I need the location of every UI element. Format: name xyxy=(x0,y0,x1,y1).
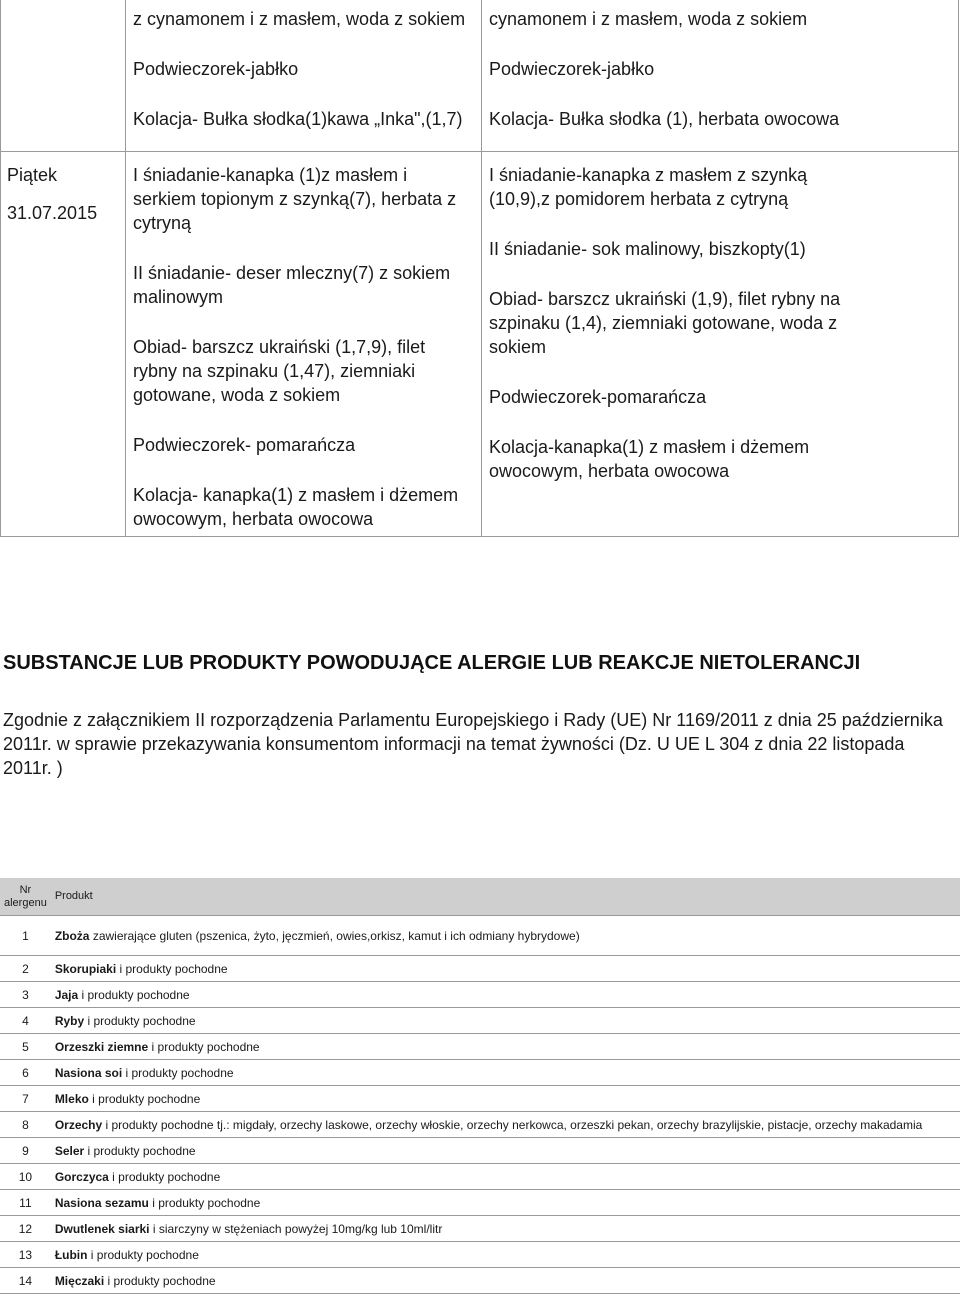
allergen-description: i produkty pochodne xyxy=(148,1039,260,1054)
top-row-col2 xyxy=(489,7,954,131)
allergen-number: 3 xyxy=(0,982,51,1008)
menu-item: Podwieczorek-jabłko xyxy=(133,59,299,79)
allergen-number: 5 xyxy=(0,1034,51,1060)
table-bottom xyxy=(0,536,959,537)
table-border-day-col xyxy=(125,0,126,537)
menu-item: Kolacja- kanapka(1) z masłem i dżemem owocowym, herbata owocowa xyxy=(133,485,459,529)
allergen-number: 11 xyxy=(0,1190,51,1216)
allergen-number: 12 xyxy=(0,1216,51,1242)
allergen-name: Nasiona sezamu xyxy=(54,1195,149,1210)
allergen-description: i produkty pochodne xyxy=(84,1013,196,1028)
allergen-name: Mięczaki xyxy=(54,1273,105,1288)
menu-item: I śniadanie-kanapka (1)z masłem i serkiem topionym z szynką(7), herbata z cytryną xyxy=(133,165,457,233)
day-date: 31.07.2015 xyxy=(7,203,98,223)
table-row xyxy=(0,1216,960,1242)
table-border-mid xyxy=(481,0,482,537)
table-row xyxy=(0,982,960,1008)
table-row xyxy=(0,1138,960,1164)
table-border-right xyxy=(958,0,959,537)
table-row xyxy=(0,1034,960,1060)
allergen-product xyxy=(51,1190,960,1216)
allergen-product xyxy=(51,1086,960,1112)
allergen-intro: Zgodnie z załącznikiem II rozporządzenia Parlamentu Europejskiego i Rady (UE) Nr 1169/2011 z dnia 25 października 2011r. w sprawie przekazywania konsumentom informacji na temat żywności (Dz. U UE L 304 z dnia 22 listopada 2011r. ) xyxy=(3,710,943,778)
table-row xyxy=(0,1242,960,1268)
menu-item: II śniadanie- deser mleczny(7) z sokiem malinowym xyxy=(133,263,451,307)
allergen-name: Nasiona soi xyxy=(54,1065,123,1080)
allergen-name: Zboża xyxy=(54,928,90,943)
top-row-col1 xyxy=(133,7,478,131)
menu-table xyxy=(0,0,960,537)
allergen-number: 8 xyxy=(0,1112,51,1138)
allergen-name: Gorczyca xyxy=(54,1169,109,1184)
table-row xyxy=(0,1190,960,1216)
allergen-description: i produkty pochodne xyxy=(122,1065,234,1080)
allergen-name: Skorupiaki xyxy=(54,961,117,976)
allergen-description: i produkty pochodne xyxy=(148,1195,261,1210)
allergen-product xyxy=(51,1164,960,1190)
day-label: Piątek xyxy=(7,165,58,185)
table-row xyxy=(0,1060,960,1086)
table-row xyxy=(0,916,960,956)
header-product: Produkt xyxy=(51,878,960,916)
menu-item: Podwieczorek-jabłko xyxy=(489,59,655,79)
allergen-number: 4 xyxy=(0,1008,51,1034)
table-row xyxy=(0,956,960,982)
allergen-number: 7 xyxy=(0,1086,51,1112)
allergen-name: Orzeszki ziemne xyxy=(54,1039,149,1054)
allergen-description: i produkty pochodne xyxy=(104,1273,216,1288)
allergen-table xyxy=(0,878,960,1294)
friday-col1 xyxy=(133,163,473,531)
allergen-number: 2 xyxy=(0,956,51,982)
day-cell xyxy=(7,163,122,225)
menu-item: Podwieczorek- pomarańcza xyxy=(133,435,356,455)
allergen-name: Seler xyxy=(54,1143,85,1158)
allergen-product xyxy=(51,1216,960,1242)
menu-item: Podwieczorek-pomarańcza xyxy=(489,387,707,407)
allergen-product xyxy=(51,1008,960,1034)
table-row xyxy=(0,1086,960,1112)
allergen-product xyxy=(51,1138,960,1164)
allergen-description: i produkty pochodne xyxy=(84,1143,196,1158)
allergen-name: Ryby xyxy=(54,1013,85,1028)
allergen-name: Łubin xyxy=(54,1247,88,1262)
allergen-number: 13 xyxy=(0,1242,51,1268)
allergen-description: i siarczyny w stężeniach powyżej 10mg/kg lub 10ml/litr xyxy=(149,1221,443,1236)
allergen-number: 6 xyxy=(0,1060,51,1086)
allergen-product xyxy=(51,1112,960,1138)
allergen-number: 1 xyxy=(0,916,51,956)
table-row xyxy=(0,1112,960,1138)
allergen-product xyxy=(51,982,960,1008)
header-nr: Nr alergenu xyxy=(0,878,51,916)
allergen-description: i produkty pochodne xyxy=(88,1091,201,1106)
allergen-product xyxy=(51,956,960,982)
menu-item: Kolacja- Bułka słodka (1), herbata owocowa xyxy=(489,109,840,129)
friday-col2 xyxy=(489,163,869,483)
allergen-description: i produkty pochodne xyxy=(78,987,190,1002)
allergen-number: 14 xyxy=(0,1268,51,1294)
allergen-description: i produkty pochodne tj.: migdały, orzechy laskowe, orzechy włoskie, orzechy nerkowca, orzeszki pekan, orzechy brazylijskie, pistacje, orzechy makadamia xyxy=(102,1117,923,1132)
allergen-number: 9 xyxy=(0,1138,51,1164)
menu-item: I śniadanie-kanapka z masłem z szynką (10,9),z pomidorem herbata z cytryną xyxy=(489,165,808,209)
menu-item: z cynamonem i z masłem, woda z sokiem xyxy=(133,9,466,29)
menu-item: Kolacja-kanapka(1) z masłem i dżemem owocowym, herbata owocowa xyxy=(489,437,810,481)
allergen-name: Orzechy xyxy=(54,1117,103,1132)
allergen-number: 10 xyxy=(0,1164,51,1190)
menu-item: Kolacja- Bułka słodka(1)kawa „Inka",(1,7) xyxy=(133,109,463,129)
allergen-heading: SUBSTANCJE LUB PRODUKTY POWODUJĄCE ALERGIE LUB REAKCJE NIETOLERANCJI xyxy=(3,652,861,674)
menu-item: cynamonem i z masłem, woda z sokiem xyxy=(489,9,808,29)
allergen-product xyxy=(51,1060,960,1086)
allergen-description: zawierające gluten (pszenica, żyto, jęczmień, owies,orkisz, kamut i ich odmiany hybrydowe) xyxy=(89,928,580,943)
table-row xyxy=(0,1008,960,1034)
allergen-product xyxy=(51,916,960,956)
menu-item: Obiad- barszcz ukraiński (1,9), filet rybny na szpinaku (1,4), ziemniaki gotowane, woda z sokiem xyxy=(489,289,841,357)
allergen-name: Jaja xyxy=(54,987,79,1002)
allergen-description: i produkty pochodne xyxy=(87,1247,199,1262)
allergen-name: Mleko xyxy=(54,1091,89,1106)
row-divider xyxy=(0,151,959,152)
table-row xyxy=(0,1164,960,1190)
allergen-product xyxy=(51,1242,960,1268)
allergen-product xyxy=(51,1034,960,1060)
menu-item: Obiad- barszcz ukraiński (1,7,9), filet rybny na szpinaku (1,47), ziemniaki gotowane, woda z sokiem xyxy=(133,337,426,405)
table-border-left xyxy=(0,0,1,537)
allergen-name: Dwutlenek siarki xyxy=(54,1221,150,1236)
allergen-description: i produkty pochodne xyxy=(108,1169,221,1184)
allergen-description: i produkty pochodne xyxy=(116,961,228,976)
menu-item: II śniadanie- sok malinowy, biszkopty(1) xyxy=(489,239,806,259)
